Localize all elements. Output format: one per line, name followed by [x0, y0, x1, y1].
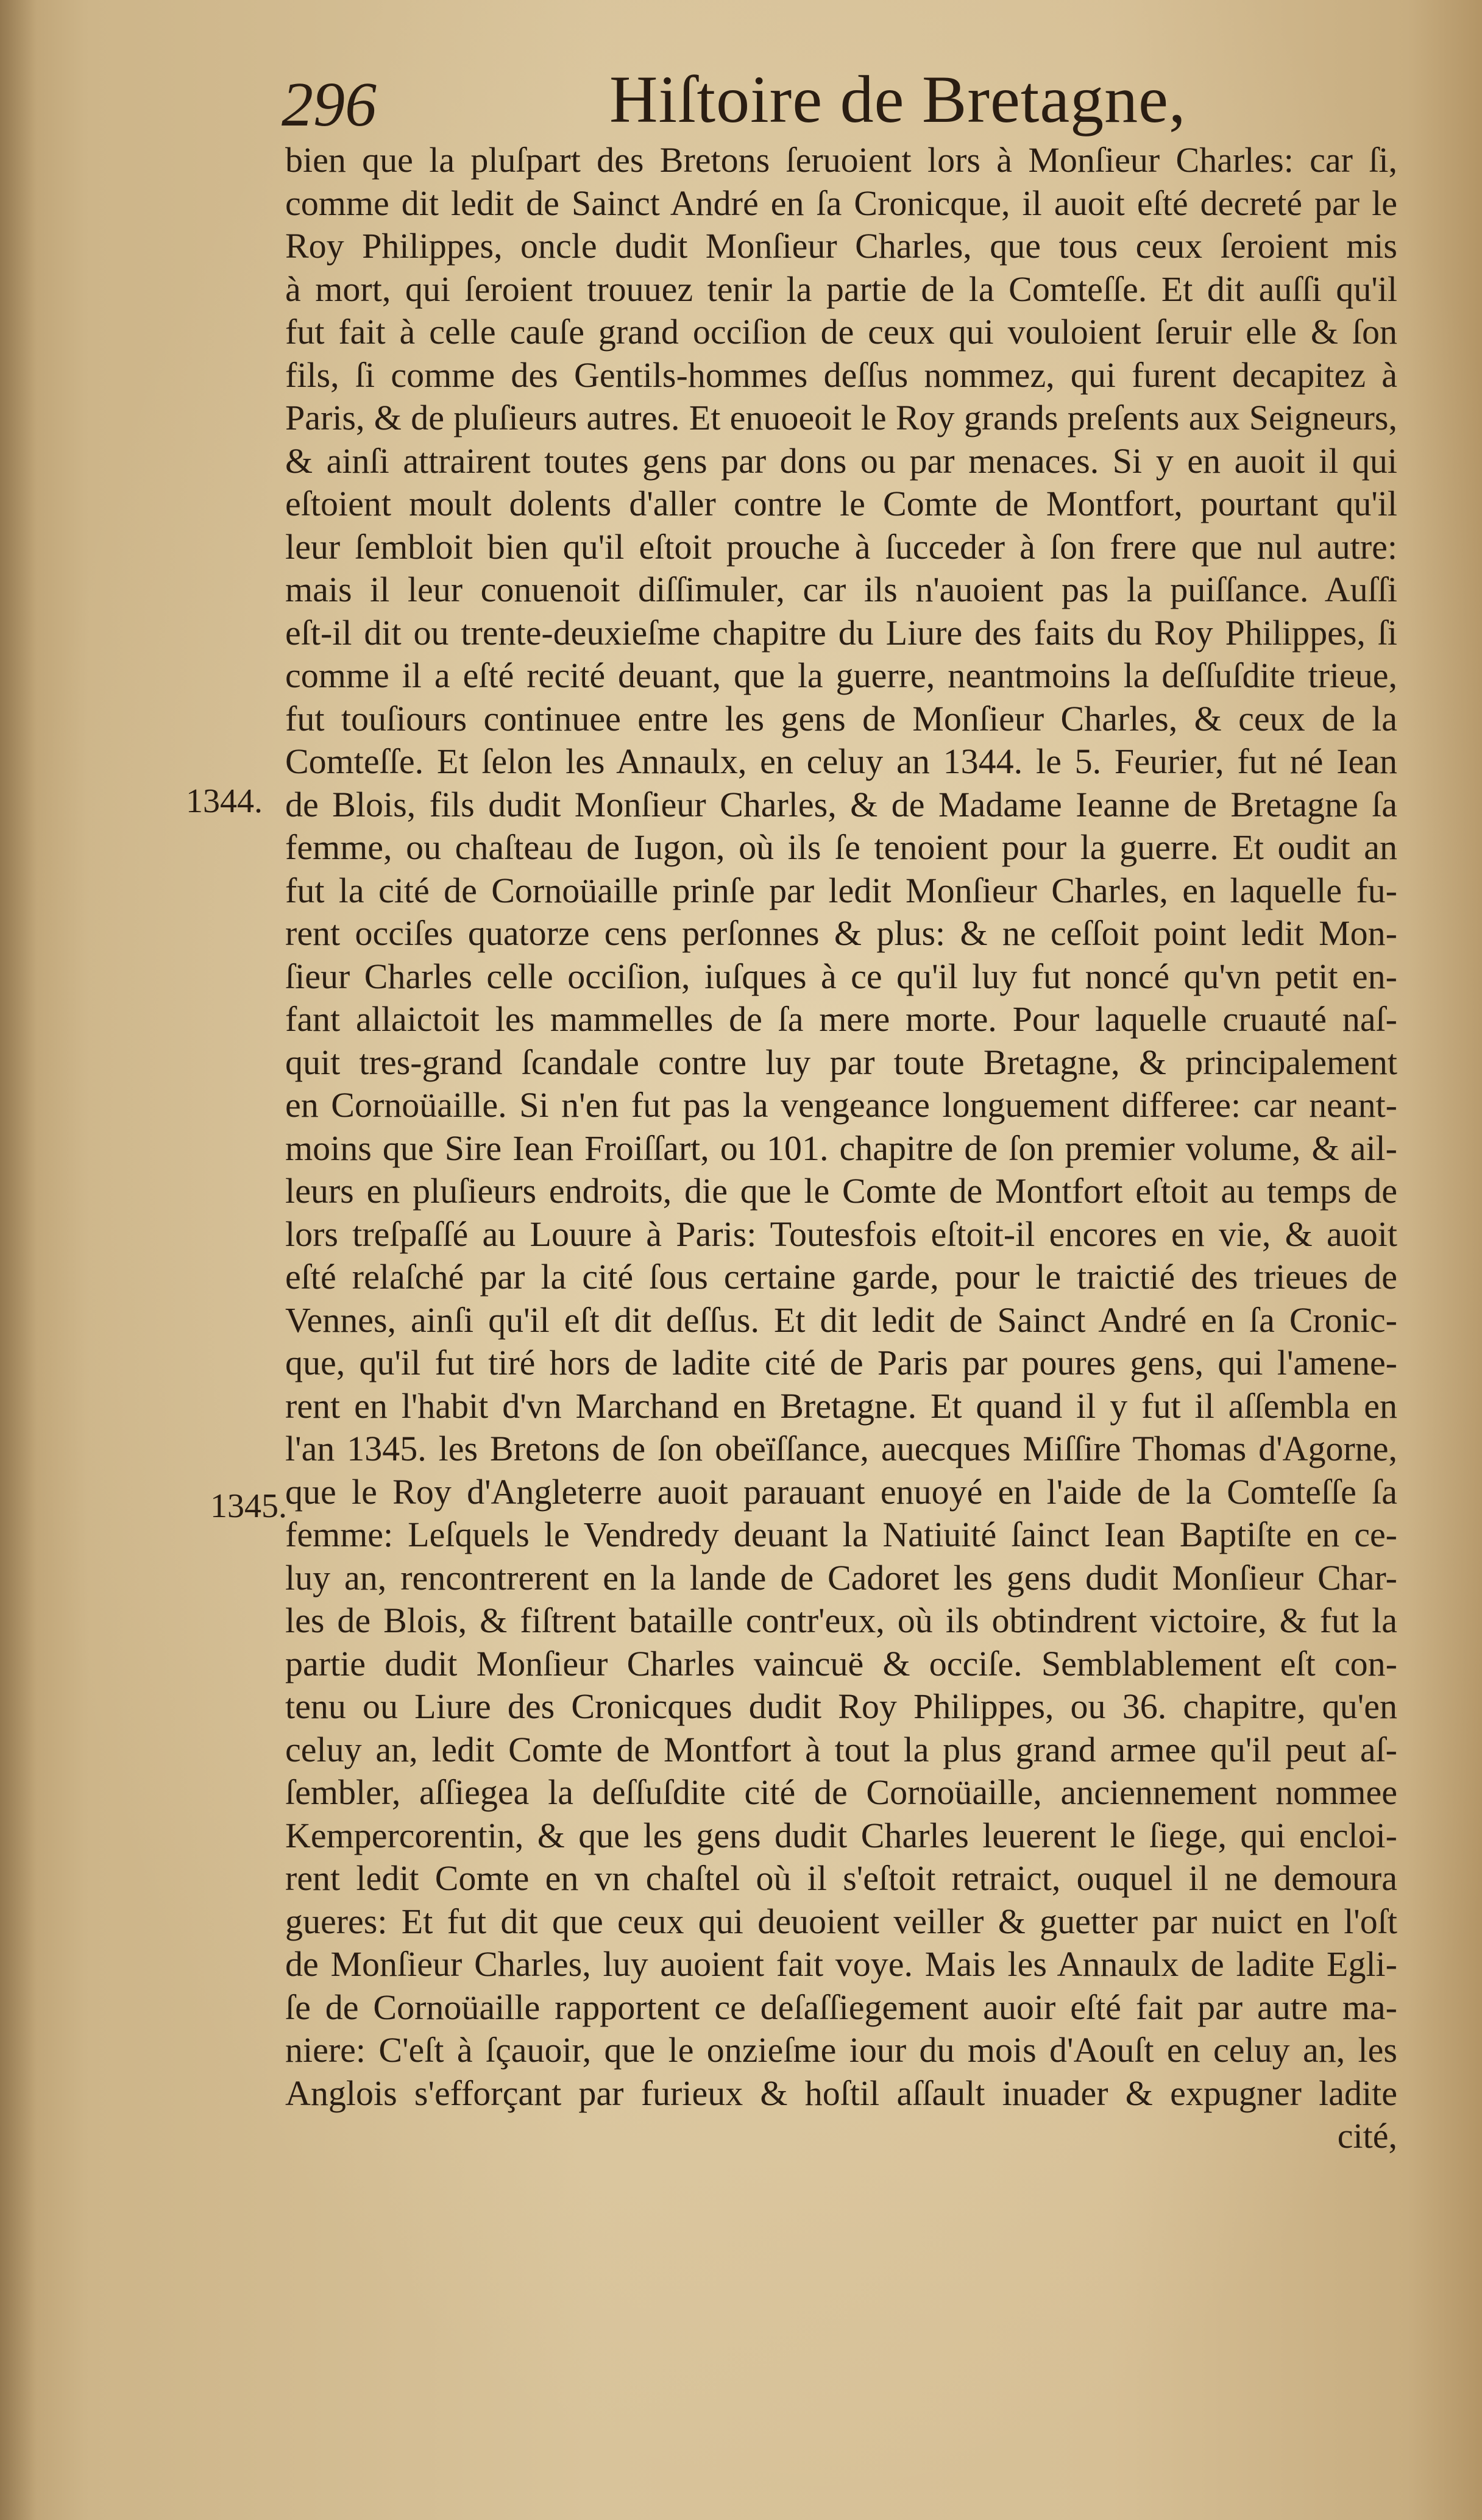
text-line: Paris, & de pluſieurs autres. Et enuoeoit le Roy grands preſents aux Seigneurs,: [285, 398, 1397, 437]
text-line: mais il leur conuenoit diſſimuler, car ils n'auoient pas la puiſſance. Auſſi: [285, 570, 1397, 609]
binding-shadow: [0, 0, 37, 2520]
text-line: comme dit ledit de Sainct André en ſa Cronicque, il auoit eſté decreté par le: [285, 183, 1397, 223]
text-line: en Cornoüaille. Si n'en fut pas la vengeance longuement differee: car neant-: [285, 1085, 1397, 1125]
text-line: femme, ou chaſteau de Iugon, où ils ſe tenoient pour la guerre. Et oudit an: [285, 827, 1397, 867]
text-line: de Blois, fils dudit Monſieur Charles, & de Madame Ieanne de Bretagne ſa: [285, 784, 1397, 824]
text-line: l'an 1345. les Bretons de ſon obeïſſance, auecques Miſſire Thomas d'Agorne,: [285, 1429, 1397, 1468]
text-line: leur ſembloit bien qu'il eſtoit prouche à ſucceder à ſon frere que nul autre:: [285, 526, 1397, 567]
text-line: Comteſſe. Et ſelon les Annaulx, en celuy an 1344. le 5. Feurier, fut né Iean: [285, 741, 1397, 781]
margin-note-year: 1345.: [210, 1487, 287, 1525]
text-line: Anglois s'efforçant par furieux & hoſtil aſſault inuader & expugner ladite: [285, 2073, 1397, 2113]
text-line: niere: C'eſt à ſçauoir, que le onzieſme iour du mois d'Aouſt en celuy an, les: [285, 2030, 1397, 2070]
text-line: moins que Sire Iean Froiſſart, ou 101. chapitre de ſon premier volume, & ail-: [285, 1128, 1397, 1168]
text-line: Kempercorentin, & que les gens dudit Charles leuerent le ſiege, qui encloi-: [285, 1815, 1397, 1855]
text-line: ſieur Charles celle occiſion, iuſques à ce qu'il luy fut noncé qu'vn petit en-: [285, 956, 1397, 996]
text-line: eſté relaſché par la cité ſous certaine garde, pour le traictié des trieues de: [285, 1257, 1397, 1297]
text-line: ſe de Cornoüaille rapportent ce deſaſſiegement auoir eſté fait par autre ma-: [285, 1987, 1397, 2027]
text-line: eſt-il dit ou trente-deuxieſme chapitre du Liure des faits du Roy Philippes, ſi: [285, 612, 1397, 653]
text-line: que, qu'il fut tiré hors de ladite cité de Paris par poures gens, qui l'amene-: [285, 1343, 1397, 1382]
text-line: fils, ſi comme des Gentils-hommes deſſus nommez, qui furent decapitez à: [285, 355, 1397, 395]
text-line: que le Roy d'Angleterre auoit parauant enuoyé en l'aide de la Comteſſe ſa: [285, 1471, 1397, 1512]
body-text: [285, 139, 1397, 2158]
text-line: rent ledit Comte en vn chaſtel où il s'eſtoit retraict, ouquel il ne demoura: [285, 1858, 1397, 1898]
page-number: 296: [282, 69, 377, 140]
text-line: celuy an, ledit Comte de Montfort à tout la plus grand armee qu'il peut aſ-: [285, 1729, 1397, 1769]
text-line: eſtoient moult dolents d'aller contre le Comte de Montfort, pourtant qu'il: [285, 484, 1397, 523]
text-line: luy an, rencontrerent en la lande de Cadoret les gens dudit Monſieur Char-: [285, 1557, 1397, 1598]
text-line: femme: Leſquels le Vendredy deuant la Natiuité ſainct Iean Baptiſte en ce-: [285, 1515, 1397, 1554]
text-line: quit tres-grand ſcandale contre luy par toute Bretagne, & principalement: [285, 1042, 1397, 1082]
text-line: rent en l'habit d'vn Marchand en Bretagne. Et quand il y fut il aſſembla en: [285, 1386, 1397, 1426]
margin-note-year: 1344.: [186, 782, 263, 820]
text-line: fut la cité de Cornoüaille prinſe par ledit Monſieur Charles, en laquelle fu-: [285, 870, 1397, 910]
text-line: Roy Philippes, oncle dudit Monſieur Charles, que tous ceux ſeroient mis: [285, 226, 1397, 266]
text-line: ſembler, aſſiegea la deſſuſdite cité de Cornoüaille, anciennement nommee: [285, 1772, 1397, 1812]
text-line: partie dudit Monſieur Charles vaincuë & occiſe. Semblablement eſt con-: [285, 1643, 1397, 1683]
text-line: gueres: Et fut dit que ceux qui deuoient veiller & guetter par nuict en l'oſt: [285, 1901, 1397, 1941]
text-line: fut touſiours continuee entre les gens de Monſieur Charles, & ceux de la: [285, 698, 1397, 738]
text-line: Vennes, ainſi qu'il eſt dit deſſus. Et dit ledit de Sainct André en ſa Cronic-: [285, 1300, 1397, 1340]
text-line: fut fait à celle cauſe grand occiſion de ceux qui vouloient ſeruir elle & ſon: [285, 312, 1397, 352]
text-line: rent occiſes quatorze cens perſonnes & plus: & ne ceſſoit point ledit Mon-: [285, 913, 1397, 953]
text-line: cité,: [1337, 2116, 1397, 2156]
text-line: fant allaictoit les mammelles de ſa mere morte. Pour laquelle cruauté naſ-: [285, 999, 1397, 1039]
text-line: & ainſi attrairent toutes gens par dons ou par menaces. Si y en auoit il qui: [285, 441, 1397, 481]
text-line: lors treſpaſſé au Louure à Paris: Toutesfois eſtoit-il encores en vie, & auoit: [285, 1214, 1397, 1254]
text-line: à mort, qui ſeroient trouuez tenir la partie de la Comteſſe. Et dit auſſi qu'il: [285, 269, 1397, 309]
text-line: tenu ou Liure des Cronicques dudit Roy Philippes, ou 36. chapitre, qu'en: [285, 1686, 1397, 1726]
text-line: leurs en pluſieurs endroits, die que le Comte de Montfort eſtoit au temps de: [285, 1171, 1397, 1211]
text-line: comme il a eſté recité deuant, que la guerre, neantmoins la deſſuſdite trieue,: [285, 656, 1397, 695]
running-title: Hiſtoire de Bretagne,: [609, 62, 1186, 136]
text-line: bien que la pluſpart des Bretons ſeruoient lors à Monſieur Charles: car ſi,: [285, 140, 1397, 180]
text-line: les de Blois, & fiſtrent bataille contr'eux, où ils obtindrent victoire, & fut la: [285, 1601, 1397, 1640]
text-line: de Monſieur Charles, luy auoient fait voye. Mais les Annaulx de ladite Egli-: [285, 1944, 1397, 1984]
